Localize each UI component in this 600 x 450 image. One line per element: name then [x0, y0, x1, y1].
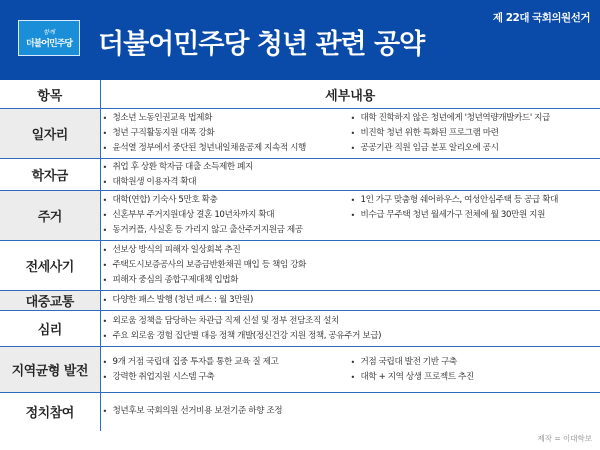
detail-list-right: [349, 111, 600, 156]
row-category: 정치참여: [0, 393, 100, 431]
list-item: • 공공기관 직원 임금 분포 알리오에 공시: [349, 141, 600, 156]
row-details: [100, 311, 600, 347]
table-row: [0, 191, 600, 241]
detail-list-left: [101, 293, 600, 308]
row-details: [100, 191, 600, 241]
table-header-row: [0, 80, 600, 109]
logo-top-text: 함께: [43, 29, 55, 36]
header: [0, 0, 600, 80]
list-item: • 피해자 중심의 종합구제대책 입법화: [101, 273, 600, 288]
detail-list-left: [101, 160, 600, 190]
row-details: [100, 159, 600, 191]
row-details: [100, 393, 600, 431]
row-category: 전세사기: [0, 241, 100, 291]
row-category: 주거: [0, 191, 100, 241]
page-title: 더불어민주당 청년 관련 공약: [98, 29, 425, 60]
table-row: [0, 311, 600, 347]
party-logo: [18, 20, 80, 56]
pledge-table: [0, 80, 600, 431]
table-row: [0, 109, 600, 159]
detail-list-left: [101, 243, 600, 288]
row-details: [100, 291, 600, 311]
table-row: [0, 291, 600, 311]
table-row: [0, 347, 600, 393]
list-item: • 대학 + 지역 상생 프로젝트 추진: [349, 370, 600, 385]
row-category: 심리: [0, 311, 100, 347]
detail-list-right: [349, 193, 600, 223]
list-item: • 다양한 패스 발행 (청년 패스 : 월 3만원): [101, 293, 600, 308]
table-row: [0, 241, 600, 291]
credit-text: 제작 = 이대학보: [537, 434, 592, 443]
list-item: • 비수급 무주택 청년 월세가구 전체에 월 30만원 지원: [349, 208, 600, 223]
row-details: [100, 347, 600, 393]
detail-list-left: [101, 355, 349, 385]
detail-list-right: [349, 355, 600, 385]
list-item: • 윤석열 정부에서 중단된 청년내일채움공제 지속적 시행: [101, 141, 349, 156]
list-item: • 9개 거점 국립대 집중 투자를 통한 교육 질 제고: [101, 355, 349, 370]
list-item: • 주요 외로움 경험 집단별 대응 정책 개발(정신건강 지원 정책, 공유주거 보급): [101, 329, 600, 344]
row-category: 지역균형 발전: [0, 347, 100, 393]
list-item: • 선보상 방식의 피해자 일상회복 추진: [101, 243, 600, 258]
list-item: • 동거커플, 사실혼 등 가리지 않고 출산주거지원금 제공: [101, 223, 349, 238]
row-category: 일자리: [0, 109, 100, 159]
list-item: • 청년후보 국회의원 선거비용 보전기준 하향 조정: [101, 404, 600, 419]
row-details: [100, 109, 600, 159]
list-item: • 주택도시보증공사의 보증금반환채권 매입 등 책임 강화: [101, 258, 600, 273]
list-item: • 청소년 노동인권교육 법제화: [101, 111, 349, 126]
list-item: • 강력한 취업지원 시스템 구축: [101, 370, 349, 385]
list-item: • 대학(연합) 기숙사 5만호 확충: [101, 193, 349, 208]
election-label: 제 22대 국회의원선거: [492, 12, 590, 24]
list-item: • 외로움 정책을 담당하는 차관급 직제 신설 및 정부 전담조직 설치: [101, 314, 600, 329]
detail-list-left: [101, 404, 600, 419]
detail-list-left: [101, 193, 349, 238]
table-row: [0, 393, 600, 431]
list-item: • 신혼부부 주거지원대상 결혼 10년차까지 확대: [101, 208, 349, 223]
list-item: • 취업 후 상환 학자금 대출 소득제한 폐지: [101, 160, 600, 175]
list-item: • 대학 진학하지 않은 청년에게 '청년역량개발카드' 지급: [349, 111, 600, 126]
list-item: • 1인 가구 맞춤형 쉐어하우스, 여성안심주택 등 공급 확대: [349, 193, 600, 208]
header-category: 항목: [0, 80, 100, 109]
row-category: 학자금: [0, 159, 100, 191]
row-category: 대중교통: [0, 291, 100, 311]
table-row: [0, 159, 600, 191]
detail-list-left: [101, 314, 600, 344]
logo-bottom-text: 더불어민주당: [25, 39, 73, 49]
list-item: • 청년 구직활동지원 대폭 강화: [101, 126, 349, 141]
list-item: • 거점 국립대 발전 기반 구축: [349, 355, 600, 370]
header-details: 세부내용: [100, 80, 600, 109]
list-item: • 대학원생 이용자격 확대: [101, 175, 600, 190]
row-details: [100, 241, 600, 291]
list-item: • 비진학 청년 위한 특화된 프로그램 마련: [349, 126, 600, 141]
detail-list-left: [101, 111, 349, 156]
